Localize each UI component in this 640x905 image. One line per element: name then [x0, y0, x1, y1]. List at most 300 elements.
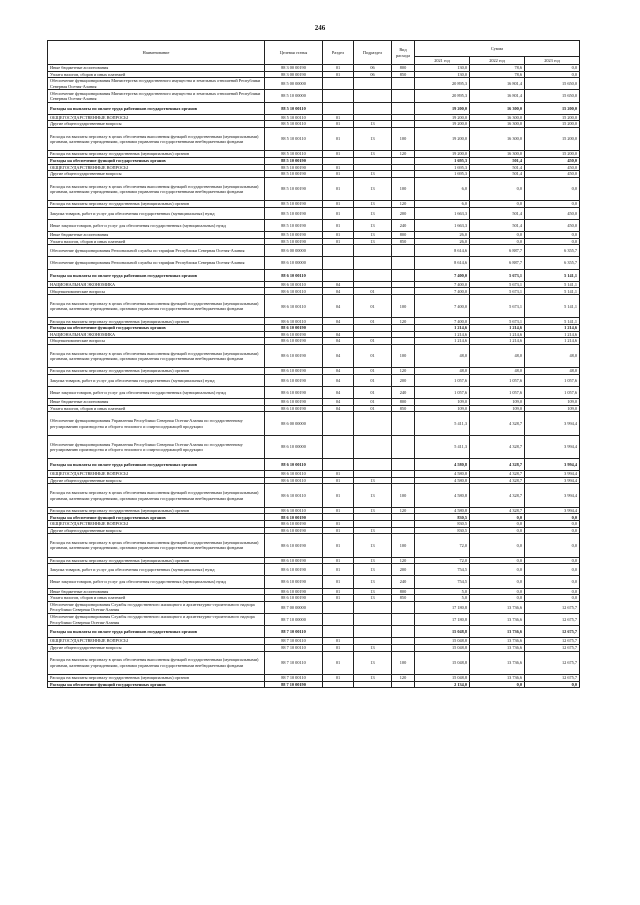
row-section — [323, 102, 354, 114]
row-expense-type: 800 — [392, 588, 415, 595]
row-name: Иные бюджетные ассигнования — [48, 65, 265, 72]
row-expense-type — [392, 245, 415, 257]
header-sum: Сумма — [415, 41, 580, 57]
row-sum-2022: 0,0 — [470, 576, 525, 588]
row-target-article: 88 6 10 00000 — [265, 257, 323, 269]
table-row — [48, 71, 580, 78]
row-sum-2022: 501,4 — [470, 164, 525, 171]
row-sum-2023: 0,0 — [525, 71, 580, 78]
row-name: Закупка товаров, работ и услуг для обеспечения государственных (муниципальных) нужд — [48, 564, 265, 576]
row-sum-2021: 4 580,8 — [415, 477, 470, 484]
row-section — [323, 412, 354, 435]
row-sum-2023: 0,0 — [525, 238, 580, 245]
row-subsection — [354, 613, 392, 625]
row-expense-type: 850 — [392, 595, 415, 602]
row-sum-2021: 2 134,0 — [415, 681, 470, 688]
row-section: 01 — [323, 638, 354, 645]
row-section: 01 — [323, 121, 354, 128]
row-subsection — [354, 331, 392, 338]
row-sum-2022: 0,0 — [470, 232, 525, 239]
table-row — [48, 65, 580, 72]
row-sum-2023: 0,0 — [525, 564, 580, 576]
row-sum-2021: 15 048,8 — [415, 644, 470, 651]
row-target-article: 88 6 10 00190 — [265, 405, 323, 412]
row-target-article: 88 6 10 00110 — [265, 295, 323, 318]
row-target-article: 88 6 00 00000 — [265, 245, 323, 257]
row-section: 01 — [323, 588, 354, 595]
table-row — [48, 626, 580, 638]
row-sum-2022: 501,4 — [470, 171, 525, 178]
row-sum-2023: 0,0 — [525, 521, 580, 528]
row-subsection: 01 — [354, 405, 392, 412]
table-row — [48, 564, 580, 576]
row-sum-2021: 19 200,0 — [415, 121, 470, 128]
row-sum-2021: 1 695,3 — [415, 164, 470, 171]
row-sum-2021: 5 411,3 — [415, 412, 470, 435]
row-sum-2023: 12 675,7 — [525, 644, 580, 651]
row-sum-2021: 7 400,0 — [415, 269, 470, 281]
row-subsection — [354, 257, 392, 269]
table-row — [48, 368, 580, 375]
row-section: 04 — [323, 344, 354, 367]
row-expense-type — [392, 638, 415, 645]
row-target-article: 88 7 00 00000 — [265, 601, 323, 613]
row-sum-2023: 15 650,0 — [525, 78, 580, 90]
row-section — [323, 601, 354, 613]
table-row — [48, 588, 580, 595]
table-row — [48, 295, 580, 318]
row-expense-type: 100 — [392, 484, 415, 507]
row-sum-2023: 450,0 — [525, 164, 580, 171]
row-target-article: 88 5 10 00190 — [265, 238, 323, 245]
row-subsection: 06 — [354, 65, 392, 72]
row-expense-type — [392, 338, 415, 345]
row-section: 01 — [323, 576, 354, 588]
row-expense-type: 120 — [392, 368, 415, 375]
row-expense-type: 240 — [392, 386, 415, 398]
row-sum-2023: 12 675,7 — [525, 626, 580, 638]
row-name: ОБЩЕГОСУДАРСТВЕННЫЕ ВОПРОСЫ — [48, 638, 265, 645]
row-sum-2021: 19 200,0 — [415, 102, 470, 114]
row-subsection — [354, 459, 392, 471]
row-sum-2023: 450,0 — [525, 207, 580, 219]
header-name: Наименование — [48, 41, 265, 65]
row-expense-type: 200 — [392, 564, 415, 576]
row-sum-2022: 6 887,7 — [470, 257, 525, 269]
table-row — [48, 507, 580, 514]
row-subsection: 01 — [354, 399, 392, 406]
row-name: Расходы на выплаты персоналу государственных (муниципальных) органов — [48, 368, 265, 375]
row-expense-type: 100 — [392, 651, 415, 674]
row-section — [323, 90, 354, 102]
row-name: Расходы на выплаты персоналу в целях обеспечения выполнения функций государственными (муниципальными) органами, казенными учреждениями, органами управления государственными внебюджетными фондами — [48, 534, 265, 557]
row-target-article: 88 6 10 00190 — [265, 588, 323, 595]
row-expense-type: 120 — [392, 557, 415, 564]
row-target-article: 88 6 10 00190 — [265, 595, 323, 602]
table-row — [48, 477, 580, 484]
table-row — [48, 127, 580, 150]
row-expense-type: 800 — [392, 232, 415, 239]
row-target-article: 88 5 10 00190 — [265, 164, 323, 171]
row-name: Расходы на выплаты персоналу в целях обеспечения выполнения функций государственными (муниципальными) органами, казенными учреждениями, органами управления государственными внебюджетными фондами — [48, 651, 265, 674]
row-section: 04 — [323, 331, 354, 338]
table-row — [48, 201, 580, 208]
row-sum-2023: 5 141,1 — [525, 288, 580, 295]
row-sum-2021: 5,0 — [415, 588, 470, 595]
row-expense-type: 800 — [392, 399, 415, 406]
row-target-article: 88 5 10 00110 — [265, 114, 323, 121]
row-subsection — [354, 626, 392, 638]
row-subsection: 13 — [354, 207, 392, 219]
row-target-article: 88 6 10 00190 — [265, 368, 323, 375]
table-header — [48, 41, 580, 65]
row-expense-type — [392, 331, 415, 338]
row-section: 01 — [323, 127, 354, 150]
row-name: Общеэкономические вопросы — [48, 338, 265, 345]
row-sum-2023: 0,0 — [525, 534, 580, 557]
row-sum-2023: 12 675,7 — [525, 601, 580, 613]
row-section: 01 — [323, 177, 354, 200]
row-sum-2022: 5 673,1 — [470, 269, 525, 281]
row-name: Расходы на выплаты по оплате труда работников государственных органов — [48, 102, 265, 114]
row-sum-2023: 1 214,6 — [525, 331, 580, 338]
row-target-article: 88 5 10 00110 — [265, 121, 323, 128]
row-sum-2023: 0,0 — [525, 65, 580, 72]
table-row — [48, 269, 580, 281]
row-sum-2022: 16 300,0 — [470, 121, 525, 128]
table-row — [48, 281, 580, 288]
row-name: Расходы на выплаты персоналу государственных (муниципальных) органов — [48, 201, 265, 208]
row-subsection: 13 — [354, 651, 392, 674]
row-name: Уплата налогов, сборов и иных платежей — [48, 405, 265, 412]
row-sum-2021: 19 200,0 — [415, 114, 470, 121]
row-section — [323, 257, 354, 269]
row-sum-2023: 3 994,4 — [525, 484, 580, 507]
row-sum-2022: 16 300,0 — [470, 102, 525, 114]
row-sum-2022: 0,0 — [470, 564, 525, 576]
row-sum-2021: 15 048,8 — [415, 651, 470, 674]
row-sum-2023: 5 141,1 — [525, 269, 580, 281]
row-sum-2021: 1 663,3 — [415, 207, 470, 219]
row-sum-2021: 72,0 — [415, 557, 470, 564]
row-section: 04 — [323, 386, 354, 398]
row-sum-2021: 830,5 — [415, 527, 470, 534]
row-sum-2022: 13 736,6 — [470, 613, 525, 625]
row-subsection: 13 — [354, 588, 392, 595]
row-sum-2022: 4 328,7 — [470, 484, 525, 507]
row-sum-2022: 0,0 — [470, 681, 525, 688]
row-subsection: 13 — [354, 127, 392, 150]
table-row — [48, 331, 580, 338]
row-sum-2023: 0,0 — [525, 527, 580, 534]
row-name: Иные закупки товаров, работ и услуг для обеспечения государственных (муниципальных) нужд — [48, 386, 265, 398]
row-target-article: 88 6 10 00190 — [265, 324, 323, 331]
row-sum-2021: 4 580,8 — [415, 459, 470, 471]
row-section: 01 — [323, 484, 354, 507]
table-row — [48, 78, 580, 90]
table-row — [48, 324, 580, 331]
row-expense-type — [392, 78, 415, 90]
row-name: Иные бюджетные ассигнования — [48, 399, 265, 406]
row-name: Расходы на выплаты по оплате труда работников государственных органов — [48, 459, 265, 471]
row-sum-2021: 130,0 — [415, 71, 470, 78]
row-expense-type — [392, 114, 415, 121]
row-target-article: 88 5 10 00110 — [265, 102, 323, 114]
row-name: Расходы на обеспечение функций государственных органов — [48, 514, 265, 521]
row-name: Расходы на выплаты персоналу в целях обеспечения выполнения функций государственными (муниципальными) органами, казенными учреждениями, органами управления государственными внебюджетными фондами — [48, 344, 265, 367]
row-subsection: 01 — [354, 295, 392, 318]
row-sum-2022: 1 214,6 — [470, 338, 525, 345]
row-section: 04 — [323, 288, 354, 295]
row-subsection — [354, 638, 392, 645]
table-body — [48, 65, 580, 688]
row-subsection: 13 — [354, 219, 392, 231]
row-section — [323, 78, 354, 90]
row-section — [323, 324, 354, 331]
row-name: ОБЩЕГОСУДАРСТВЕННЫЕ ВОПРОСЫ — [48, 114, 265, 121]
row-sum-2022: 16 801,4 — [470, 78, 525, 90]
row-name: Расходы на выплаты персоналу в целях обеспечения выполнения функций государственными (муниципальными) органами, казенными учреждениями, органами управления государственными внебюджетными фондами — [48, 177, 265, 200]
row-sum-2023: 1 214,6 — [525, 338, 580, 345]
row-section — [323, 269, 354, 281]
row-sum-2023: 3 994,4 — [525, 435, 580, 458]
row-subsection: 01 — [354, 338, 392, 345]
row-subsection — [354, 281, 392, 288]
row-sum-2023: 15 200,0 — [525, 114, 580, 121]
row-sum-2021: 19 200,0 — [415, 127, 470, 150]
row-name: Иные закупки товаров, работ и услуг для обеспечения государственных (муниципальных) нужд — [48, 576, 265, 588]
row-target-article: 88 6 00 00000 — [265, 412, 323, 435]
table-row — [48, 219, 580, 231]
row-section: 04 — [323, 281, 354, 288]
row-name: НАЦИОНАЛЬНАЯ ЭКОНОМИКА — [48, 281, 265, 288]
row-sum-2021: 1 663,3 — [415, 219, 470, 231]
row-target-article: 88 5 10 00190 — [265, 201, 323, 208]
row-sum-2022: 0,0 — [470, 588, 525, 595]
row-target-article: 88 7 10 00110 — [265, 644, 323, 651]
row-name: Уплата налогов, сборов и иных платежей — [48, 238, 265, 245]
table-row — [48, 557, 580, 564]
row-name: Обеспечение функционирования Министерства государственного имущества и земельных отношений Республики Северная Осетия-Алания — [48, 90, 265, 102]
row-sum-2022: 13 736,6 — [470, 644, 525, 651]
row-subsection: 13 — [354, 557, 392, 564]
table-row — [48, 412, 580, 435]
row-expense-type — [392, 90, 415, 102]
row-sum-2021: 8 614,6 — [415, 245, 470, 257]
row-sum-2023: 1 057,6 — [525, 374, 580, 386]
row-expense-type — [392, 681, 415, 688]
row-expense-type — [392, 514, 415, 521]
row-sum-2022: 48,0 — [470, 344, 525, 367]
row-sum-2023: 12 675,7 — [525, 613, 580, 625]
row-sum-2022: 78,6 — [470, 71, 525, 78]
row-sum-2022: 0,0 — [470, 514, 525, 521]
row-name: Уплата налогов, сборов и иных платежей — [48, 595, 265, 602]
row-target-article: 88 6 10 00190 — [265, 576, 323, 588]
row-sum-2023: 0,0 — [525, 514, 580, 521]
row-expense-type: 100 — [392, 127, 415, 150]
row-sum-2022: 16 300,0 — [470, 151, 525, 158]
table-row — [48, 674, 580, 681]
page-number: 246 — [314, 24, 326, 32]
row-section: 01 — [323, 164, 354, 171]
row-sum-2022: 5 673,1 — [470, 288, 525, 295]
row-sum-2021: 17 180,8 — [415, 613, 470, 625]
row-section — [323, 626, 354, 638]
table-row — [48, 318, 580, 325]
row-sum-2022: 0,0 — [470, 521, 525, 528]
row-name: Расходы на выплаты по оплате труда работников государственных органов — [48, 626, 265, 638]
row-name: Иные закупки товаров, работ и услуг для обеспечения государственных (муниципальных) нужд — [48, 219, 265, 231]
row-sum-2022: 1 214,6 — [470, 324, 525, 331]
row-target-article: 88 6 10 00110 — [265, 288, 323, 295]
table-row — [48, 386, 580, 398]
header-section: Раздел — [323, 41, 354, 65]
row-expense-type — [392, 121, 415, 128]
row-section: 01 — [323, 71, 354, 78]
row-name: Расходы на выплаты персоналу государственных (муниципальных) органов — [48, 318, 265, 325]
row-subsection: 13 — [354, 238, 392, 245]
row-expense-type — [392, 288, 415, 295]
row-section: 01 — [323, 114, 354, 121]
table-row — [48, 102, 580, 114]
row-sum-2021: 19 200,0 — [415, 151, 470, 158]
header-year-2021: 2021 год — [415, 57, 470, 65]
row-target-article: 88 7 10 00110 — [265, 638, 323, 645]
row-sum-2022: 4 328,7 — [470, 435, 525, 458]
budget-table — [47, 40, 580, 688]
row-target-article: 88 5 10 00110 — [265, 127, 323, 150]
row-expense-type — [392, 257, 415, 269]
row-name: Другие общегосударственные вопросы — [48, 644, 265, 651]
row-sum-2022: 0,0 — [470, 527, 525, 534]
row-name: Расходы на выплаты персоналу в целях обеспечения выполнения функций государственными (муниципальными) органами, казенными учреждениями, органами управления государственными внебюджетными фондами — [48, 295, 265, 318]
row-section: 01 — [323, 527, 354, 534]
row-target-article: 88 5 10 00190 — [265, 177, 323, 200]
row-subsection — [354, 245, 392, 257]
row-subsection — [354, 157, 392, 164]
row-sum-2023: 15 200,0 — [525, 151, 580, 158]
row-sum-2022: 16 300,0 — [470, 114, 525, 121]
header-target-article: Целевая статья — [265, 41, 323, 65]
row-target-article: 88 5 10 00190 — [265, 171, 323, 178]
row-expense-type — [392, 269, 415, 281]
row-target-article: 88 6 10 00110 — [265, 471, 323, 478]
row-sum-2021: 26,0 — [415, 238, 470, 245]
row-sum-2022: 16 801,4 — [470, 90, 525, 102]
row-sum-2022: 501,4 — [470, 157, 525, 164]
row-section — [323, 245, 354, 257]
row-name: Расходы на обеспечение функций государственных органов — [48, 681, 265, 688]
row-sum-2023: 3 994,4 — [525, 459, 580, 471]
row-sum-2023: 109,0 — [525, 405, 580, 412]
row-target-article: 88 3 00 00190 — [265, 71, 323, 78]
header-expense-type: Вид расхода — [392, 41, 415, 65]
row-sum-2021: 7 400,0 — [415, 295, 470, 318]
row-expense-type: 100 — [392, 344, 415, 367]
row-sum-2021: 7 400,0 — [415, 318, 470, 325]
row-sum-2023: 15 200,0 — [525, 102, 580, 114]
row-sum-2022: 0,0 — [470, 177, 525, 200]
row-section: 01 — [323, 207, 354, 219]
row-sum-2021: 1 057,6 — [415, 386, 470, 398]
row-name: Закупка товаров, работ и услуг для обеспечения государственных (муниципальных) нужд — [48, 374, 265, 386]
row-sum-2022: 4 328,7 — [470, 459, 525, 471]
row-name: Иные бюджетные ассигнования — [48, 232, 265, 239]
row-subsection — [354, 514, 392, 521]
row-subsection: 13 — [354, 595, 392, 602]
row-section: 01 — [323, 521, 354, 528]
row-sum-2021: 109,0 — [415, 405, 470, 412]
table-row — [48, 121, 580, 128]
row-target-article: 88 6 10 00190 — [265, 521, 323, 528]
row-sum-2021: 8 614,6 — [415, 257, 470, 269]
row-section: 04 — [323, 368, 354, 375]
table-row — [48, 613, 580, 625]
row-sum-2022: 1 057,6 — [470, 386, 525, 398]
table-row — [48, 601, 580, 613]
row-sum-2021: 26,0 — [415, 232, 470, 239]
row-target-article: 88 7 10 00190 — [265, 681, 323, 688]
row-sum-2023: 12 675,7 — [525, 651, 580, 674]
row-name: Расходы на обеспечение функций государственных органов — [48, 324, 265, 331]
row-expense-type — [392, 521, 415, 528]
row-name: Расходы на выплаты персоналу в целях обеспечения выполнения функций государственными (муниципальными) органами, казенными учреждениями, органами управления государственными внебюджетными фондами — [48, 127, 265, 150]
row-sum-2021: 72,0 — [415, 534, 470, 557]
row-name: Расходы на выплаты персоналу в целях обеспечения выполнения функций государственными (муниципальными) органами, казенными учреждениями, органами управления государственными внебюджетными фондами — [48, 484, 265, 507]
row-name: Закупка товаров, работ и услуг для обеспечения государственных (муниципальных) нужд — [48, 207, 265, 219]
row-subsection: 13 — [354, 477, 392, 484]
row-sum-2021: 1 057,6 — [415, 374, 470, 386]
table-row — [48, 644, 580, 651]
row-target-article: 88 6 10 00190 — [265, 564, 323, 576]
row-name: Расходы на выплаты по оплате труда работников государственных органов — [48, 269, 265, 281]
row-subsection — [354, 114, 392, 121]
row-section: 04 — [323, 405, 354, 412]
row-target-article: 88 6 10 00190 — [265, 331, 323, 338]
row-target-article: 88 5 10 00190 — [265, 219, 323, 231]
table-row — [48, 232, 580, 239]
table-row — [48, 638, 580, 645]
row-target-article: 88 5 10 00190 — [265, 232, 323, 239]
row-expense-type — [392, 171, 415, 178]
row-sum-2021: 1 214,6 — [415, 324, 470, 331]
row-target-article: 88 5 10 00190 — [265, 207, 323, 219]
row-subsection: 13 — [354, 527, 392, 534]
row-section — [323, 435, 354, 458]
row-sum-2022: 0,0 — [470, 595, 525, 602]
row-name: НАЦИОНАЛЬНАЯ ЭКОНОМИКА — [48, 331, 265, 338]
row-sum-2023: 6 355,7 — [525, 245, 580, 257]
row-target-article: 88 6 10 00190 — [265, 557, 323, 564]
table-row — [48, 576, 580, 588]
row-section: 04 — [323, 318, 354, 325]
row-section: 01 — [323, 219, 354, 231]
row-target-article: 88 5 10 00000 — [265, 90, 323, 102]
row-name: ОБЩЕГОСУДАРСТВЕННЫЕ ВОПРОСЫ — [48, 471, 265, 478]
row-section: 01 — [323, 238, 354, 245]
table-row — [48, 374, 580, 386]
row-name: Другие общегосударственные вопросы — [48, 527, 265, 534]
row-sum-2022: 13 736,6 — [470, 651, 525, 674]
row-target-article: 88 6 10 00110 — [265, 484, 323, 507]
row-section: 01 — [323, 534, 354, 557]
row-name: Другие общегосударственные вопросы — [48, 477, 265, 484]
row-sum-2021: 20 895,3 — [415, 78, 470, 90]
row-section: 01 — [323, 564, 354, 576]
row-name: Расходы на выплаты персоналу государственных (муниципальных) органов — [48, 674, 265, 681]
table-row — [48, 435, 580, 458]
